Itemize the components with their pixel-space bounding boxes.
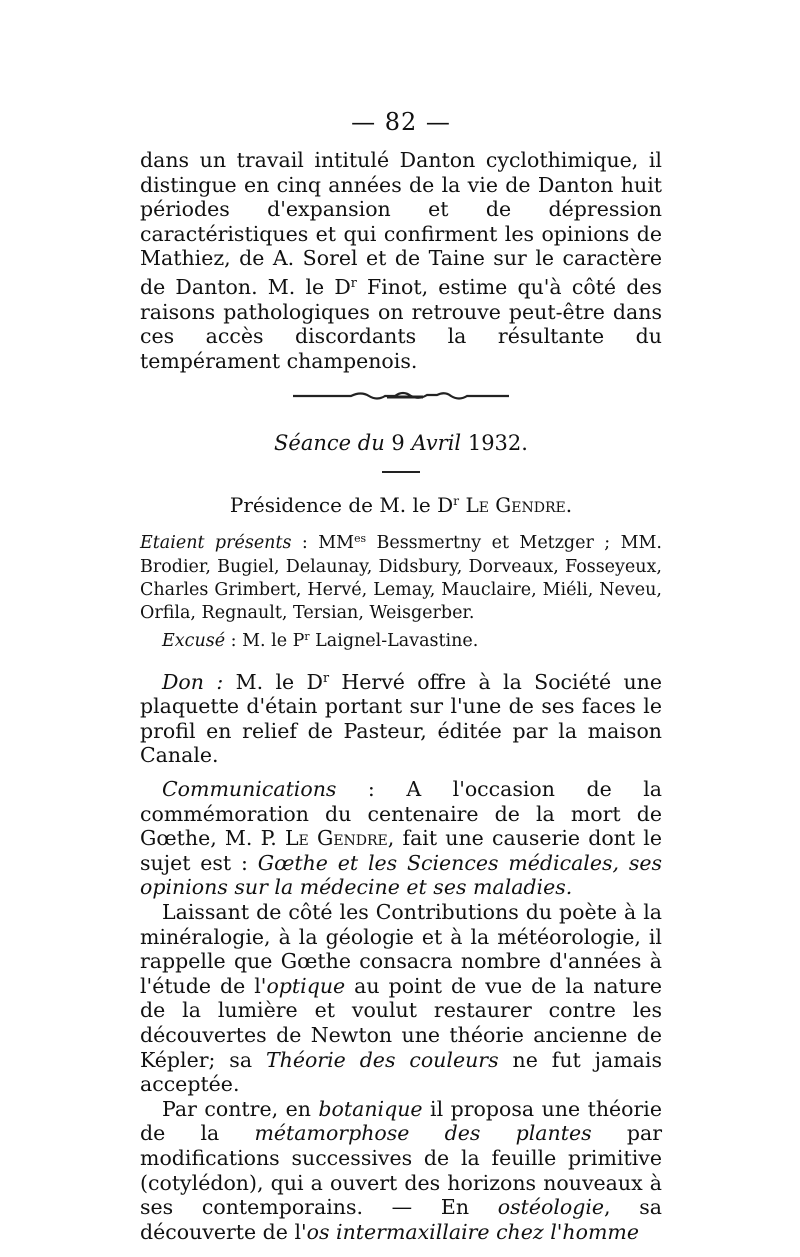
session-day: 9: [391, 431, 405, 456]
contre-botanique: botanique: [318, 1096, 423, 1121]
laissant-text-1: Laissant de côté les Contributions du poète à la minéralogie, à la géologie et à la météorologie, il rappelle que Gœthe consacra nombre d'années à l'étude de l': [140, 900, 662, 998]
presents-superscript: es: [354, 532, 367, 546]
don-text-2: Hervé offre à la Société une plaquette d'étain portant sur l'une de ses faces le profil en relief de Pasteur, éditée par la maison Canale.: [140, 669, 662, 768]
contre-metamorphose: métamorphose des plantes: [254, 1121, 592, 1146]
presents-list: Bessmertny et Metzger ; MM. Brodier, Bugiel, Delaunay, Didsbury, Dorveaux, Fosseyeux, Charles Grimbert, Hervé, Lemay, Mauclaire, Miéli, Neveu, Orfila, Regnault, Tersian, Weisgerber.: [140, 533, 662, 624]
contre-osteologie: ostéologie: [497, 1195, 605, 1220]
contre-text-4: , sa découverte de l': [140, 1195, 662, 1244]
presents-paragraph: [140, 527, 662, 625]
communications-paragraph: [140, 777, 662, 900]
contre-os: os intermaxillaire chez l'homme: [306, 1219, 639, 1244]
laissant-optique: optique: [266, 973, 346, 998]
excuse-paragraph: [140, 625, 662, 653]
contre-paragraph: [140, 1097, 662, 1245]
don-superscript: r: [322, 669, 330, 685]
page: [140, 108, 662, 1244]
president-name: Le Gendre.: [465, 493, 573, 518]
divider: [382, 471, 420, 473]
intro-paragraph: [140, 148, 662, 373]
laissant-paragraph: [140, 900, 662, 1097]
presidence-line: [140, 493, 662, 517]
excuse-superscript: r: [304, 630, 310, 644]
don-paragraph: [140, 666, 662, 768]
contre-text-3: par modifications successives de la feuille primitive (cotylédon), qui a ouvert des horizons nouveaux à ses contemporains. — En: [140, 1121, 662, 1220]
intro-text-2: Finot, estime qu'à côté des raisons pathologiques on retrouve peut-être dans ces accès discordants la résultante du tempérament champenois.: [140, 274, 662, 373]
contre-text-1: Par contre, en: [162, 1096, 319, 1121]
session-year: 1932.: [467, 431, 528, 456]
presents-sep: : MM: [291, 533, 355, 554]
presents-label: Etaient présents: [140, 533, 292, 554]
laissant-theorie: Théorie des couleurs: [265, 1047, 499, 1072]
session-label: Séance du: [274, 431, 385, 456]
excuse-label: Excusé: [162, 631, 226, 652]
contre-text-2: il proposa une théorie de la: [140, 1096, 662, 1146]
excuse-text-2: Laignel-Lavastine.: [309, 631, 479, 652]
don-text-1: M. le D: [223, 669, 323, 694]
intro-text-1: dans un travail intitulé Danton cyclothimique, il distingue en cinq années de la vie de Danton huit périodes d'expansion et de dépression caractéristiques et qui confirment les opinions de Mathiez, de A. Sorel et de Taine sur le caractère de Danton. M. le D: [140, 148, 662, 299]
excuse-text-1: : M. le P: [225, 631, 305, 652]
communications-label: Communications: [162, 777, 337, 802]
decorative-ornament-icon: [291, 387, 511, 403]
communications-title: Gœthe et les Sciences médicales, ses opinions sur la médecine et ses maladies.: [140, 850, 663, 900]
page-number: — 82 —: [351, 108, 451, 136]
intro-superscript: r: [350, 274, 357, 290]
laissant-text-2: au point de vue de la nature de la lumière et voulut restaurer contre les découvertes de Newton une théorie ancienne de Képler; sa: [140, 973, 662, 1072]
don-label: Don :: [162, 669, 224, 694]
communications-text-1: : A l'occasion de la commémoration du centenaire de la mort de Gœthe, M. P.: [140, 777, 662, 851]
session-heading: [140, 431, 662, 455]
laissant-text-3: ne fut jamais acceptée.: [140, 1047, 662, 1097]
presidence-prefix: Présidence de M. le D: [229, 493, 454, 518]
session-month: Avril: [411, 431, 462, 456]
communications-speaker: Le Gendre: [284, 826, 388, 851]
presidence-superscript: r: [453, 493, 460, 509]
communications-text-2: , fait une causerie dont le sujet est :: [140, 826, 662, 875]
